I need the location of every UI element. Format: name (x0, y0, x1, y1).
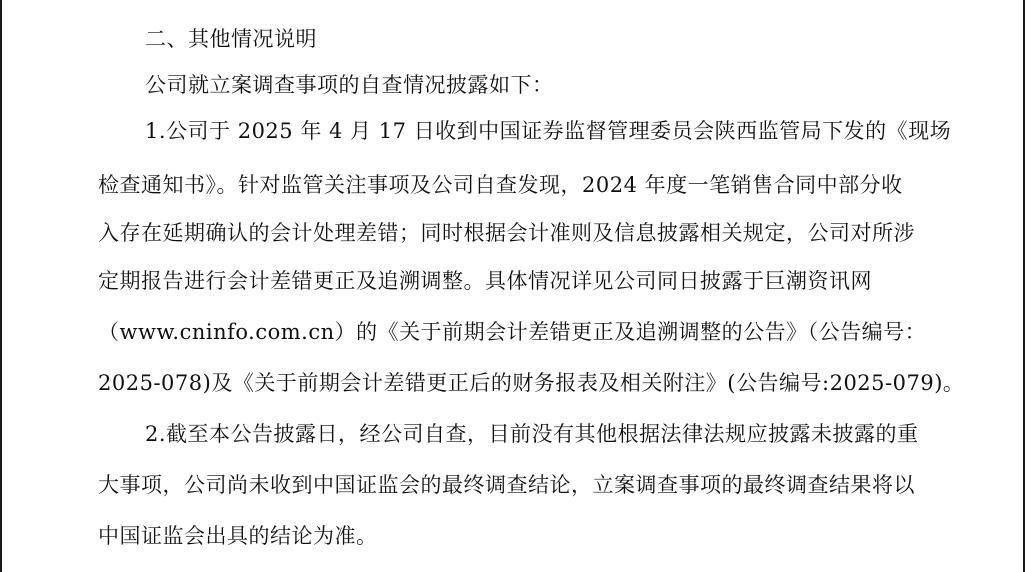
item1-line-3: 入存在延期确认的会计处理差错；同时根据会计准则及信息披露相关规定，公司对所涉 (98, 221, 915, 245)
item2-line-1: 2.截至本公告披露日，经公司自查，目前没有其他根据法律法规应披露未披露的重 (145, 422, 919, 446)
item2-line-3: 中国证监会出具的结论为准。 (98, 524, 378, 548)
item2-line-2: 大事项，公司尚未收到中国证监会的最终调查结论，立案调查事项的最终调查结果将以 (98, 473, 915, 497)
section-heading: 二、其他情况说明 (145, 27, 317, 51)
item1-line-1: 1.公司于 2025 年 4 月 17 日收到中国证券监督管理委员会陕西监管局下发的《现场 (145, 119, 952, 143)
intro-paragraph: 公司就立案调查事项的自查情况披露如下： (145, 73, 554, 97)
page-left-border (0, 0, 2, 572)
item1-line-6: 2025-078)及《关于前期会计差错更正后的财务报表及相关附注》(公告编号:2025-079)。 (98, 371, 965, 395)
item1-line-4: 定期报告进行会计差错更正及追溯调整。具体情况详见公司同日披露于巨潮资讯网 (98, 269, 872, 293)
item1-line-2: 检查通知书》。针对监管关注事项及公司自查发现，2024 年度一笔销售合同中部分收 (98, 173, 903, 197)
item1-line-5: （www.cninfo.com.cn）的《关于前期会计差错更正及追溯调整的公告》（公告编号： (98, 320, 927, 344)
